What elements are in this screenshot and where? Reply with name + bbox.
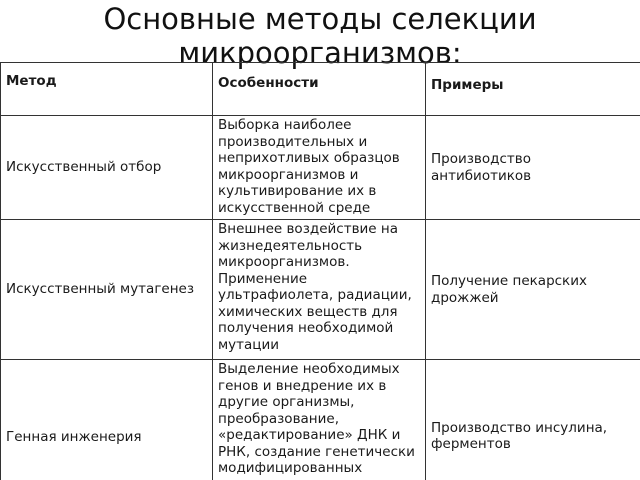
cell-examples: Получение пекарских дрожжей <box>426 220 640 360</box>
header-features: Особенности <box>213 63 426 116</box>
header-method: Метод <box>1 63 213 116</box>
header-examples: Примеры <box>426 63 640 116</box>
table-row <box>1 220 640 360</box>
selection-methods-table <box>0 62 640 480</box>
table-row <box>1 360 640 480</box>
cell-method: Генная инженерия <box>1 360 213 480</box>
cell-method: Искусственный отбор <box>1 116 213 220</box>
cell-examples: Производство антибиотиков <box>426 116 640 220</box>
cell-examples: Производство инсулина, ферментов <box>426 360 640 480</box>
cell-features: Выделение необходимых генов и внедрение их в другие организмы, преобразование, «редактирование» ДНК и РНК, создание генетически модифицированных <box>213 360 426 480</box>
slide-title: Основные методы селекции микроорганизмов: <box>103 2 537 70</box>
cell-method: Искусственный мутагенез <box>1 220 213 360</box>
table-row <box>1 116 640 220</box>
table-header-row <box>1 63 640 116</box>
cell-features: Выборка наиболее производительных и неприхотливых образцов микроорганизмов и культивирование их в искусственной среде <box>213 116 426 220</box>
cell-features: Внешнее воздействие на жизнедеятельность микроорганизмов. Применение ультрафиолета, радиации, химических веществ для получения необходимой мутации <box>213 220 426 360</box>
